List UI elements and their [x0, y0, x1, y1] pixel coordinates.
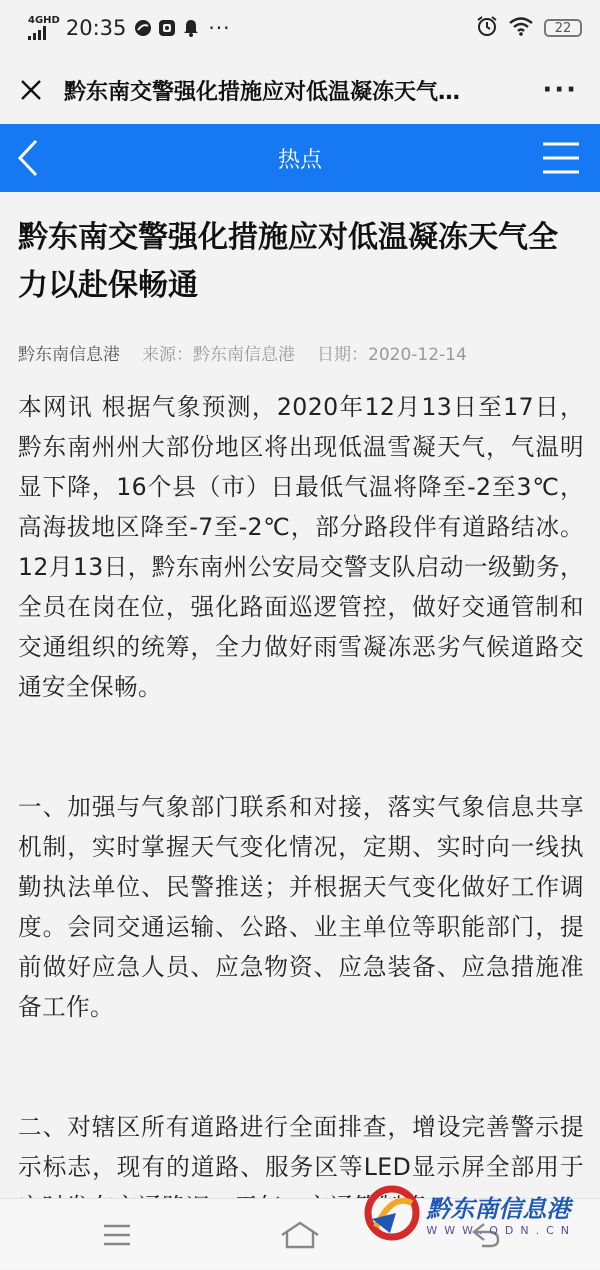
hamburger-menu-icon[interactable] [536, 124, 586, 192]
back-icon[interactable] [0, 124, 56, 192]
app-notification-icon [134, 19, 152, 37]
watermark-name: 黔东南信息港 [426, 1194, 571, 1223]
article-date: 日期：2020-12-14 [317, 345, 467, 365]
article-headline: 黔东南交警强化措施应对低温凝冻天气全力以赴保畅通 [18, 220, 558, 303]
section-nav-bar [0, 124, 600, 192]
signal-bars-icon [28, 26, 46, 40]
article-paragraph: 本网讯 根据气象预测，2020年12月13日至17日，黔东南州州大部份地区将出现低温雪凝天气，气温明显下降，16个县（市）日最低气温将降至-2至3℃，高海拔地区降至-7至-2℃，部分路段伴有道路结冰。12月13日，黔东南州公安局交警支队启动一级勤务，全员在岗在位，强化路面巡逻管控，做好交通管制和交通组织的统筹，全力做好雨雪凝冻恶劣气候道路交通安全保畅。 [18, 393, 584, 701]
status-bar [0, 0, 600, 56]
article-paragraph: 二、对辖区所有道路进行全面排查，增设完善警示提示标志，现有的道路、服务区等LED显示屏全部用于 [18, 1113, 584, 1181]
section-title: 热点 [277, 147, 322, 173]
article-meta [18, 340, 584, 365]
watermark-url: WWW.QDN.CN [426, 1224, 576, 1237]
home-icon[interactable] [265, 1199, 335, 1270]
menu-icon[interactable] [82, 1199, 152, 1270]
alarm-icon [476, 15, 498, 42]
page-title: 黔东南交警强化措施应对低温凝冻天气… [64, 79, 461, 105]
article [18, 192, 584, 1227]
wifi-icon [508, 16, 534, 41]
close-icon[interactable] [18, 77, 44, 103]
battery-icon: 22 [544, 19, 582, 37]
clock: 20:35 [65, 16, 127, 40]
site-logo-icon [362, 1183, 422, 1243]
media-notification-icon [158, 19, 176, 37]
bell-icon [182, 19, 200, 37]
network-label: 4GHD [28, 15, 60, 26]
site-watermark [362, 1183, 576, 1243]
article-publisher: 黔东南信息港 [18, 345, 120, 365]
article-paragraph: 一、加强与气象部门联系和对接，落实气象信息共享机制，实时掌握天气变化情况，定期、实时向一线执勤执法单位、民警推送；并根据天气变化做好工作调度。会同交通运输、公路、业主单位等职能部门，提前做好应急人员、应急物资、应急装备、应急措施准备工作。 [18, 793, 584, 1021]
browser-title-bar [0, 56, 600, 124]
article-source: 来源：黔东南信息港 [142, 345, 295, 365]
signal-indicator [28, 16, 60, 40]
more-options-button[interactable]: ··· [542, 75, 578, 105]
more-notifications: ··· [208, 16, 231, 40]
